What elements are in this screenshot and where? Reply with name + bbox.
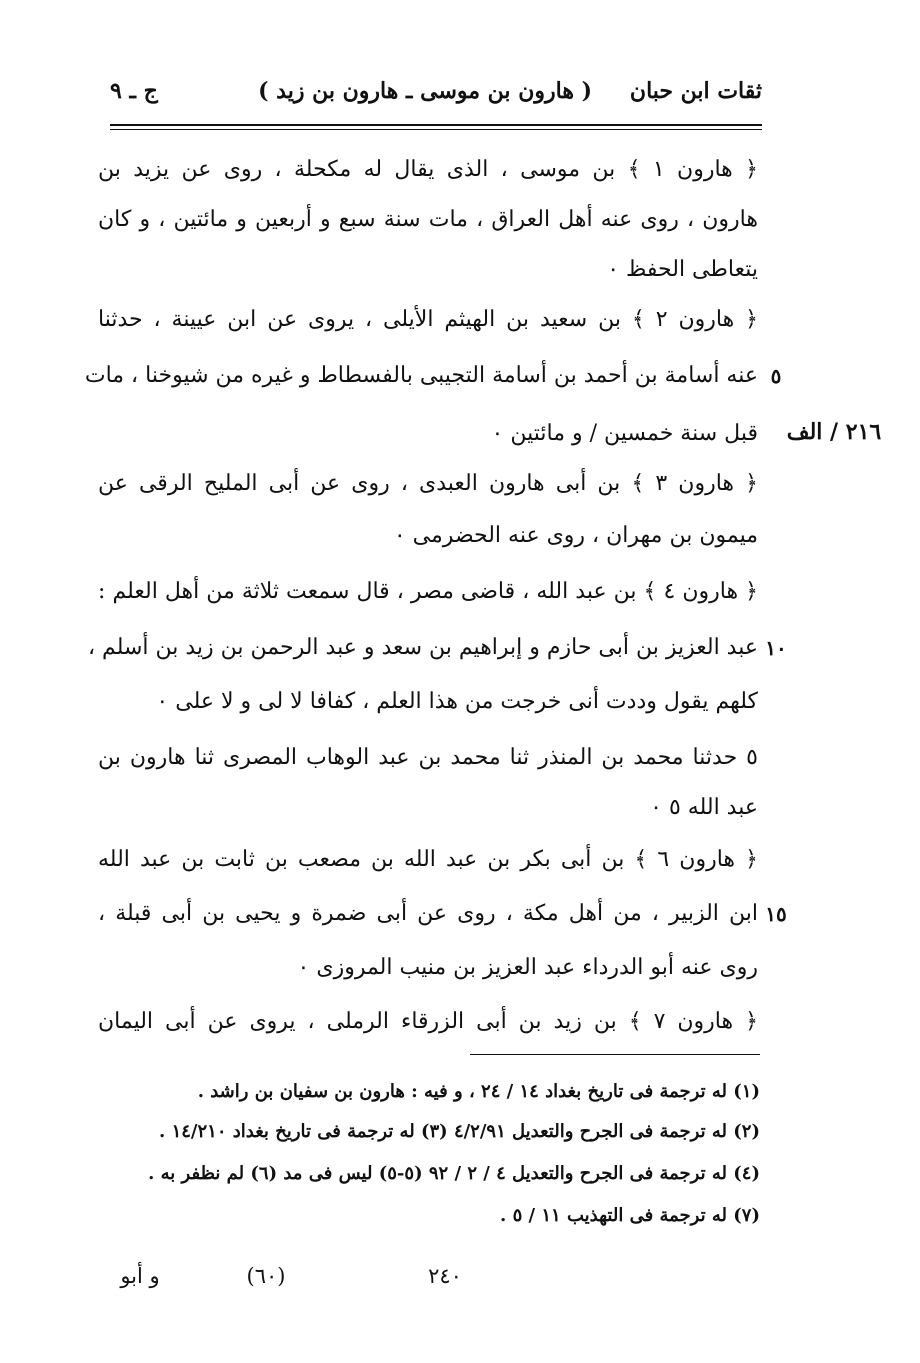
header-subject: ( هارون بن موسى ـ هارون بن زيد ) [258, 78, 592, 104]
text-line: ميمون بن مهران ، روى عنه الحضرمى ٠ [393, 523, 758, 548]
running-header [110, 78, 762, 118]
text-line: روى عنه أبو الدرداء عبد العزيز بن منيب المروزى ٠ [297, 955, 758, 980]
original-page-number: (٦٠) [246, 1264, 286, 1288]
text-line: ﴿ هارون ٢ ﴾ بن سعيد بن الهيثم الأيلى ، يروى عن ابن عيينة ، حدثنا [98, 307, 758, 332]
footnote: (٧) له ترجمة فى التهذيب ١١ / ٥ . [500, 1205, 760, 1226]
text-line: ﴿ هارون ٣ ﴾ بن أبى هارون العبدى ، روى عن أبى المليح الرقى عن [98, 471, 758, 496]
text-line: ﴿ هارون ١ ﴾ بن موسى ، الذى يقال له مكحلة ، روى عن يزيد بن [98, 157, 758, 182]
footnote-rule [470, 1054, 760, 1055]
text-line: ٥ حدثنا محمد بن المنذر ثنا محمد بن عبد الوهاب المصرى ثنا هارون بن [98, 745, 758, 770]
text-line: قبل سنة خمسين / و مائتين ٠ [491, 421, 758, 446]
text-line: هارون ، روى عنه أهل العراق ، مات سنة سبع و أربعين و مائتين ، و كان [98, 207, 758, 232]
line-number: ٥ [770, 364, 782, 388]
header-rule-thick [110, 124, 762, 126]
text-line: عبد الله ٥ ٠ [650, 795, 758, 820]
line-number: ١٥ [765, 902, 787, 926]
text-line: ﴿ هارون ٧ ﴾ بن زيد بن أبى الزرقاء الرملى ، يروى عن أبى اليمان [98, 1009, 758, 1034]
header-rule-thin [110, 129, 762, 130]
text-line: عنه أسامة بن أحمد بن أسامة التجيبى بالفسطاط و غيره من شيوخنا ، مات [84, 363, 758, 388]
footnote: (٤) له ترجمة فى الجرح والتعديل ٤ / ٢ / ٩٢ (٥-٥) ليس فى مد (٦) لم نظفر به . [148, 1163, 760, 1184]
text-line: يتعاطى الحفظ ٠ [607, 257, 758, 282]
text-line: ﴿ هارون ٦ ﴾ بن أبى بكر بن عبد الله بن مصعب بن ثابت بن عبد الله [98, 847, 758, 872]
text-line: كلهم يقول وددت أنى خرجت من هذا العلم ، كفافا لا لى و لا على ٠ [156, 689, 758, 714]
footnote: (١) له ترجمة فى تاريخ بغداد ١٤ / ٢٤ ، و فيه : هارون بن سفيان بن راشد . [197, 1081, 760, 1102]
text-line: عبد العزيز بن أبى حازم و إبراهيم بن سعد و عبد الرحمن بن زيد بن أسلم ، [87, 635, 758, 660]
page-number: ٢٤٠ [428, 1264, 462, 1288]
catchword: و أبو [120, 1264, 160, 1288]
manuscript-folio-note: ٢١٦ / الف [786, 419, 882, 445]
line-number: ١٠ [765, 636, 787, 660]
header-book-title: ثقات ابن حبان [629, 78, 762, 104]
footnote: (٢) له ترجمة فى الجرح والتعديل ٤/٢/٩١ (٣) له ترجمة فى تاريخ بغداد ١٤/٢١٠ . [159, 1121, 760, 1142]
header-volume: ج ـ ٩ [110, 78, 158, 104]
text-line: ابن الزبير ، من أهل مكة ، روى عن أبى ضمرة و يحيى بن أبى قبلة ، [98, 901, 758, 926]
text-line: ﴿ هارون ٤ ﴾ بن عبد الله ، قاضى مصر ، قال سمعت ثلاثة من أهل العلم : [98, 579, 758, 604]
